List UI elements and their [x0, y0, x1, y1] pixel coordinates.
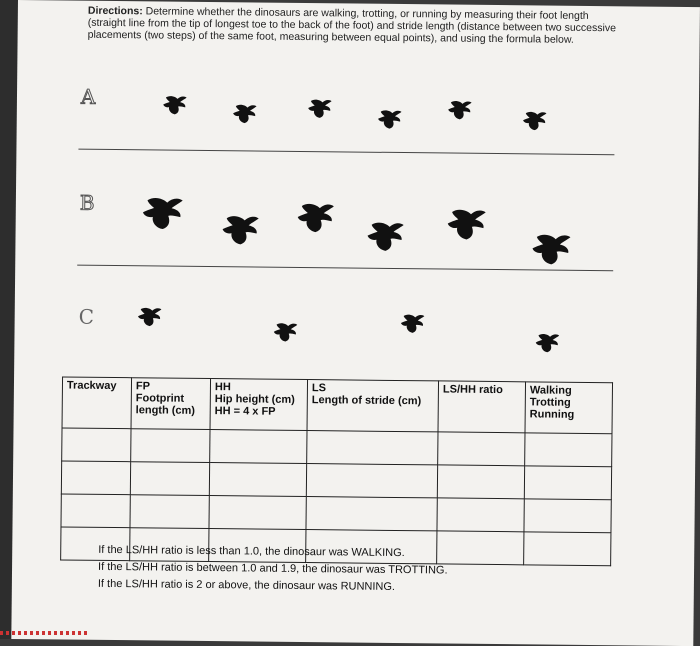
- header-ls-abbr: LS: [312, 382, 434, 395]
- table-cell[interactable]: [62, 428, 131, 462]
- header-fp-full: Footprint length (cm): [136, 392, 206, 417]
- directions-label: Directions:: [88, 5, 143, 18]
- footprint-icon: [137, 305, 163, 327]
- table-cell[interactable]: [306, 497, 437, 531]
- header-ls-full: Length of stride (cm): [312, 394, 434, 407]
- table-cell[interactable]: [61, 494, 130, 528]
- table-cell[interactable]: [524, 466, 611, 500]
- footprint-icon: [296, 199, 336, 235]
- footprint-icon: [445, 204, 487, 242]
- footprint-icon: [400, 312, 426, 334]
- table-cell[interactable]: [307, 431, 438, 465]
- trackway-b-label: B: [80, 191, 95, 215]
- rule-walking: If the LS/HH ratio is less than 1.0, the dinosaur was WALKING.: [98, 542, 448, 563]
- footprint-icon: [220, 212, 260, 246]
- header-hh-full: Hip height (cm): [215, 393, 303, 406]
- footprint-icon: [534, 331, 560, 353]
- footprint-icon: [141, 193, 185, 231]
- table-cell[interactable]: [131, 429, 210, 463]
- gait-rules: [98, 542, 448, 597]
- header-fp: [131, 378, 211, 430]
- footprint-icon: [365, 218, 405, 254]
- table-cell[interactable]: [210, 430, 307, 464]
- rule-trotting: If the LS/HH ratio is between 1.0 and 1.9, the dinosaur was TROTTING.: [98, 559, 448, 580]
- table-cell[interactable]: [437, 498, 524, 532]
- divider: [78, 149, 614, 156]
- table-cell[interactable]: [438, 432, 525, 466]
- header-trackway: Trackway: [62, 377, 132, 429]
- header-gait: Walking Trotting Running: [525, 382, 613, 434]
- footprint-icon: [530, 229, 572, 267]
- footprint-icon: [307, 97, 333, 119]
- header-hh-abbr: HH: [215, 381, 303, 394]
- header-ratio: LS/HH ratio: [438, 381, 526, 433]
- footprint-icon: [272, 321, 298, 343]
- table-cell[interactable]: [209, 463, 306, 497]
- data-table: [60, 376, 613, 566]
- table-cell[interactable]: [130, 462, 209, 496]
- header-fp-abbr: FP: [136, 380, 206, 393]
- table-cell[interactable]: [209, 496, 306, 530]
- worksheet-page: [11, 0, 700, 646]
- table-cell[interactable]: [525, 433, 612, 467]
- header-ls: [307, 380, 439, 432]
- trackway-a-label: A: [81, 85, 96, 109]
- table-cell[interactable]: [130, 495, 209, 529]
- header-hh-formula: HH = 4 x FP: [215, 405, 303, 418]
- footprint-icon: [377, 108, 403, 130]
- table-cell[interactable]: [61, 461, 130, 495]
- trackway-c-label: C: [79, 305, 95, 329]
- footprint-icon: [447, 98, 473, 120]
- bottom-dots: [0, 631, 90, 635]
- table-cell[interactable]: [524, 499, 611, 533]
- directions: [88, 5, 618, 47]
- table-cell[interactable]: [524, 532, 611, 566]
- table-cell[interactable]: [437, 465, 524, 499]
- table-cell[interactable]: [306, 464, 437, 498]
- footprint-icon: [232, 102, 258, 124]
- table-header-row: [62, 377, 613, 434]
- table-cell[interactable]: [437, 531, 524, 565]
- footprint-icon: [162, 94, 188, 116]
- rule-running: If the LS/HH ratio is 2 or above, the dinosaur was RUNNING.: [98, 576, 448, 597]
- footprint-icon: [522, 109, 548, 131]
- directions-text: Determine whether the dinosaurs are walking, trotting, or running by measuring their foot length (straight line from the tip of longest toe to the back of the foot) and stride length (distance between two successive placements (two steps) of the same foot, measuring between equal points), and using the formula below.: [88, 5, 616, 45]
- header-hh: [210, 379, 308, 431]
